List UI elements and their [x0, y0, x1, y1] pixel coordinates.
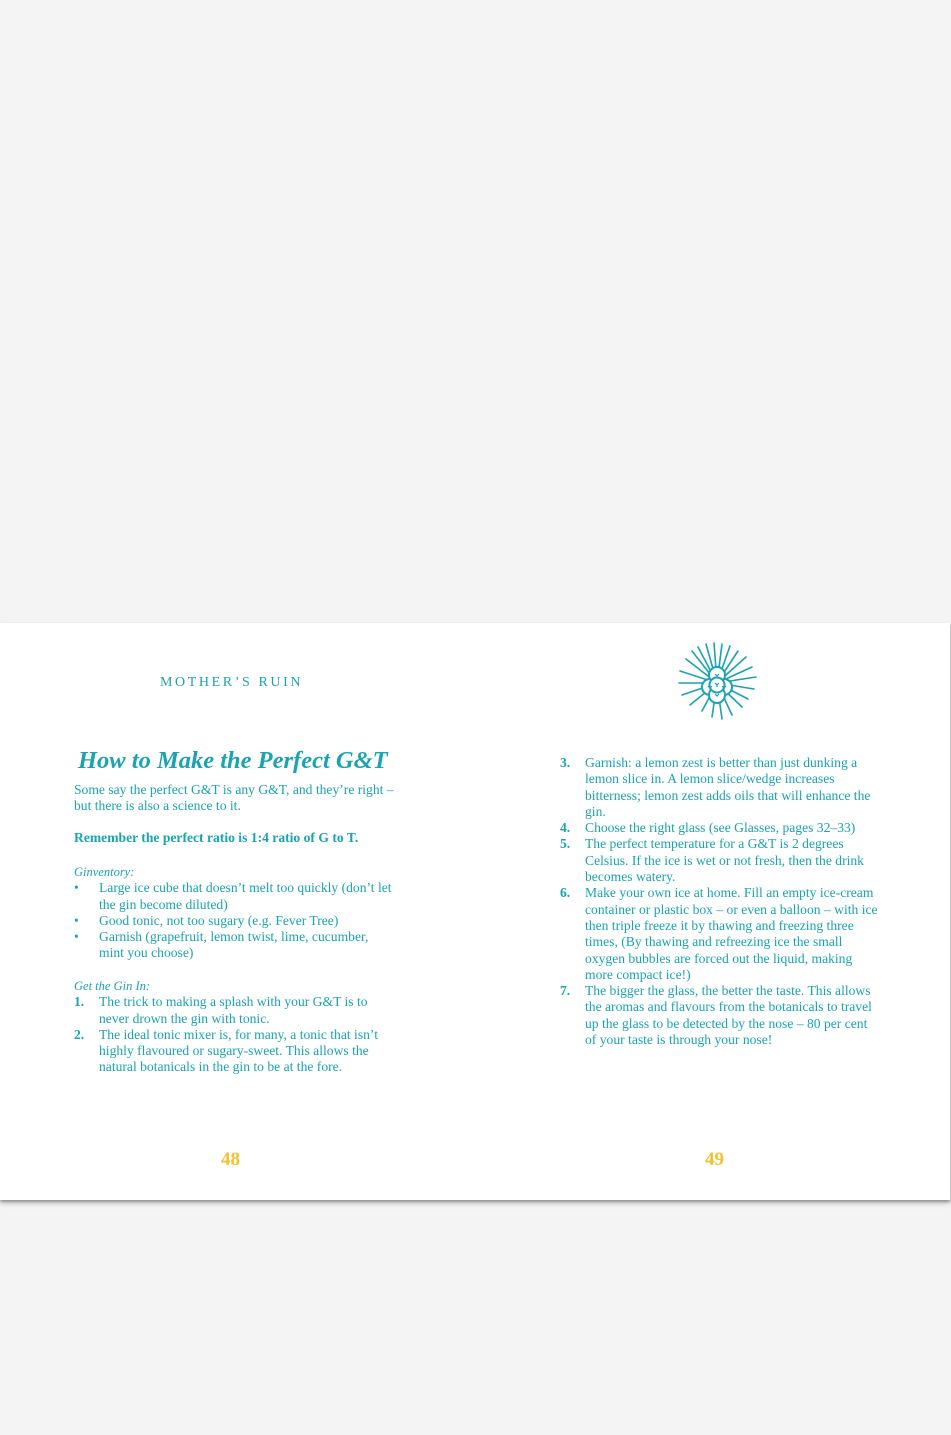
get-the-gin-in-heading: Get the Gin In:: [74, 979, 151, 993]
step-number: 7.: [560, 983, 571, 999]
page-number-left: 48: [221, 1149, 240, 1170]
step-text: Choose the right glass (see Glasses, pages 32–33): [585, 820, 856, 836]
step-text: The bigger the glass, the better the taste. This allows the aromas and flavours from the botanicals to travel up the glass to be detected by the nose – 80 per cent of your taste is through your nose!: [585, 983, 872, 1048]
step-text: The trick to making a splash with your G&T is to never drown the gin with tonic.: [99, 994, 368, 1026]
juniper-sprig-icon: [676, 641, 758, 721]
list-item: [74, 994, 394, 1027]
get-the-gin-in-section: [74, 978, 394, 1076]
ratio-statement: Remember the perfect ratio is 1:4 ratio of G to T.: [74, 830, 359, 845]
page-number-right: 49: [705, 1149, 724, 1170]
step-number: 4.: [560, 820, 571, 836]
ginventory-heading: Ginventory:: [74, 865, 135, 879]
steps-list-continued: [560, 755, 880, 1048]
step-number: 1.: [74, 994, 85, 1010]
intro-paragraph: Some say the perfect G&T is any G&T, and they’re right – but there is also a science to it.: [74, 782, 394, 814]
ginventory-list: [74, 880, 394, 961]
book-spread: [0, 623, 950, 1200]
ginventory-section: [74, 864, 394, 962]
page-title: How to Make the Perfect G&T: [78, 747, 388, 774]
bullet-icon: •: [74, 880, 79, 896]
list-item: [74, 929, 394, 962]
list-item: [74, 880, 394, 913]
list-item: [560, 885, 880, 983]
running-head: MOTHER’S RUIN: [160, 675, 304, 690]
step-text: The ideal tonic mixer is, for many, a tonic that isn’t highly flavoured or sugary-sweet. This allows the natural botanicals in the gin to be at the fore.: [99, 1026, 378, 1075]
step-number: 2.: [74, 1026, 85, 1042]
list-item: [560, 983, 880, 1048]
list-item: [74, 913, 394, 929]
list-item: [74, 1027, 394, 1076]
step-text: Make your own ice at home. Fill an empty ice-cream container or plastic box – or even a balloon – with ice then triple freeze it by thawing and freezing three times, (By thawing and refreezing ice the small oxygen bubbles are forced out the liquid, making more compact ice!): [585, 885, 878, 982]
list-item: [560, 755, 880, 820]
step-number: 3.: [560, 755, 571, 770]
bullet-icon: •: [74, 912, 79, 928]
list-item-text: Large ice cube that doesn’t melt too quickly (don’t let the gin become diluted): [99, 880, 392, 912]
step-text: Garnish: a lemon zest is better than just dunking a lemon slice in. A lemon slice/wedge increases bitterness; lemon zest adds oils that will enhance the gin.: [585, 755, 871, 819]
list-item-text: Good tonic, not too sugary (e.g. Fever Tree): [99, 912, 339, 928]
step-number: 5.: [560, 836, 571, 852]
list-item: [560, 820, 880, 836]
steps-list: [74, 994, 394, 1075]
step-text: The perfect temperature for a G&T is 2 degrees Celsius. If the ice is wet or not fresh, then the drink becomes watery.: [585, 836, 864, 885]
bullet-icon: •: [74, 929, 79, 945]
list-item: [560, 836, 880, 885]
step-number: 6.: [560, 885, 571, 901]
list-item-text: Garnish (grapefruit, lemon twist, lime, cucumber, mint you choose): [99, 929, 369, 961]
